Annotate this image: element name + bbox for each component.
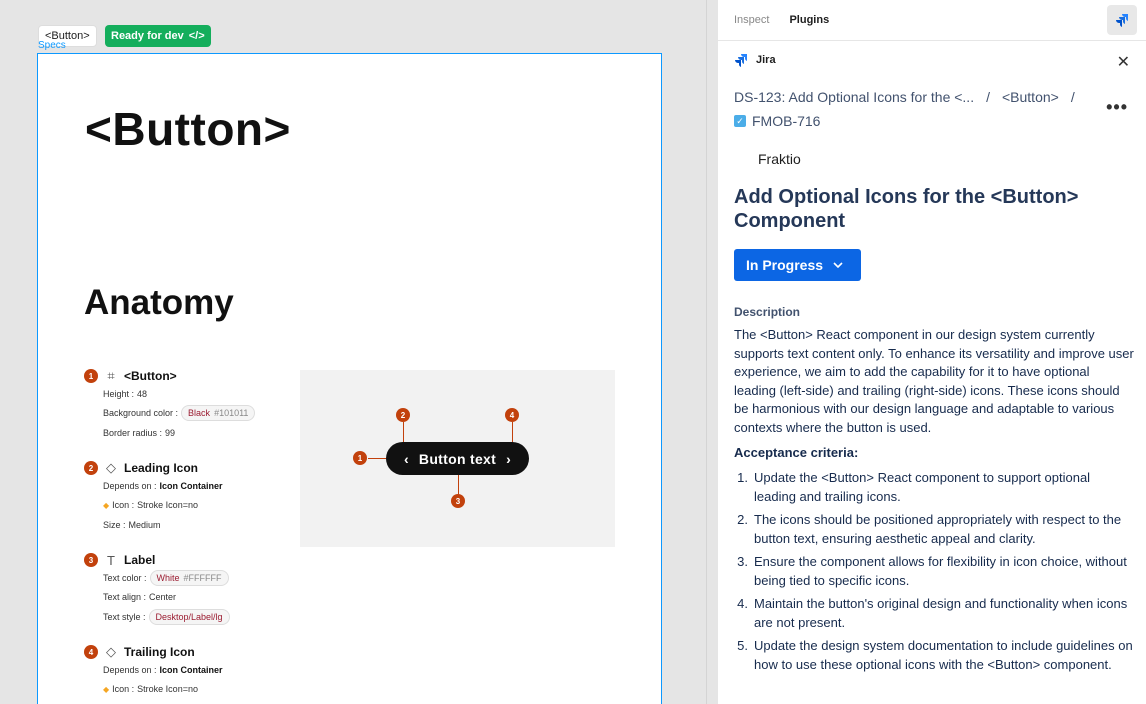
prop-size: Size : Medium <box>103 519 161 530</box>
plugins-panel <box>718 0 1146 704</box>
frame-name-tag[interactable]: <Button> <box>38 25 97 47</box>
prop-icon: ◆ Icon : Stroke Icon=no <box>103 500 198 511</box>
prop-height: Height : 48 <box>103 388 148 399</box>
assignee: Fraktio <box>758 151 801 167</box>
tab-plugins[interactable]: Plugins <box>789 14 830 26</box>
chevron-left-icon: ‹ <box>403 450 409 467</box>
preview-marker-4: 4 <box>505 408 519 422</box>
marker-1: 1 <box>84 369 98 383</box>
marker-2: 2 <box>84 461 98 475</box>
prop-text-align: Text align : Center <box>103 592 177 603</box>
marker-line <box>403 422 404 442</box>
breadcrumb-issue[interactable] <box>734 113 820 129</box>
list-item: 1. Update the <Button> React component to support optional leading and trailing icons. <box>737 470 1091 504</box>
jira-plugin-button[interactable] <box>1107 5 1137 35</box>
frame-icon: ⌗ <box>107 368 115 383</box>
acceptance-criteria-title: Acceptance criteria: <box>734 445 859 460</box>
list-item: 4. Maintain the button's original design and functionality when icons are not present. <box>737 596 1128 630</box>
marker-4: 4 <box>84 645 98 659</box>
breadcrumb <box>734 89 1075 105</box>
description-label: Description <box>734 305 801 319</box>
marker-line <box>512 422 513 442</box>
button-spec-frame[interactable] <box>37 53 662 704</box>
prop-background-color: Background color : Black #101011 <box>103 404 255 424</box>
panel-resize-handle[interactable] <box>706 0 718 704</box>
breadcrumb-component-link[interactable]: <Button> <box>1001 89 1059 105</box>
part-name: Label <box>124 553 156 567</box>
issue-key: FMOB-716 <box>752 113 821 129</box>
part-name: Leading Icon <box>124 461 199 475</box>
jira-logo-icon <box>1115 13 1129 27</box>
task-checkbox-icon: ✓ <box>734 115 746 127</box>
chevron-right-icon: › <box>506 450 512 467</box>
instance-icon: ◆ <box>103 684 110 694</box>
breadcrumb-separator: / <box>1070 89 1075 105</box>
prop-depends-on: Depends on : Icon Container <box>103 480 223 491</box>
color-token-pill[interactable]: Black #101011 <box>181 405 255 421</box>
prop-text-color: Text color : White #FFFFFF <box>103 568 230 588</box>
anatomy-heading: Anatomy <box>84 283 234 322</box>
instance-icon: ◆ <box>103 500 110 510</box>
text-icon: T <box>107 552 115 568</box>
plugin-header <box>734 53 776 67</box>
anatomy-part-button <box>84 368 255 443</box>
anatomy-part-label <box>84 552 230 627</box>
marker-line <box>458 475 459 496</box>
color-token-pill[interactable]: White #FFFFFF <box>150 570 229 586</box>
list-item: 2. The icons should be positioned appropriately with respect to the button text, ensuring aesthetic appeal and clarity. <box>737 512 1122 546</box>
page-title: <Button> <box>85 103 291 155</box>
marker-line <box>368 458 386 459</box>
prop-depends-on: Depends on : Icon Container <box>103 664 223 675</box>
specs-label: Specs <box>38 40 66 51</box>
demo-button <box>386 442 529 475</box>
breadcrumb-separator: / <box>986 89 990 105</box>
more-options-icon[interactable]: ••• <box>1106 97 1128 117</box>
demo-button-label: Button text <box>418 450 497 467</box>
list-item: 3. Ensure the component allows for flexibility in icon choice, without being tied to specific icons. <box>737 554 1127 588</box>
prop-border-radius: Border radius : 99 <box>103 427 176 438</box>
panel-tabs <box>718 0 1146 41</box>
part-name: Trailing Icon <box>124 645 195 659</box>
preview-marker-3: 3 <box>451 494 465 508</box>
jira-logo-icon <box>734 53 748 67</box>
acceptance-criteria-list <box>734 468 1134 678</box>
ready-for-dev-badge[interactable] <box>105 25 211 47</box>
code-icon: </> <box>188 30 205 42</box>
component-icon: ◇ <box>106 460 116 475</box>
component-icon: ◇ <box>106 644 116 659</box>
text-style-pill[interactable]: Desktop/Label/lg <box>149 609 230 625</box>
preview-marker-1: 1 <box>353 451 367 465</box>
status-dropdown[interactable] <box>734 249 861 281</box>
part-name: <Button> <box>124 369 177 383</box>
chevron-down-icon <box>833 262 843 268</box>
plugin-name: Jira <box>756 54 776 66</box>
preview-marker-2: 2 <box>396 408 410 422</box>
issue-title: Add Optional Icons for the <Button> Component <box>734 186 1079 232</box>
tab-inspect[interactable]: Inspect <box>734 14 770 26</box>
anatomy-part-trailing-icon <box>84 644 223 699</box>
list-item: 5. Update the design system documentation to include guidelines on how to use these optional icons with the <Button> component. <box>737 638 1133 672</box>
breadcrumb-epic-link[interactable]: DS-123: Add Optional Icons for the <... <box>734 89 975 105</box>
status-label: In Progress <box>746 257 824 273</box>
close-icon[interactable]: ✕ <box>1116 54 1130 71</box>
anatomy-part-leading-icon <box>84 460 223 535</box>
marker-3: 3 <box>84 553 98 567</box>
ready-for-dev-label: Ready for dev <box>111 30 184 42</box>
description-text: The <Button> React component in our design system currently supports text content only. To enhance its versatility and improve user experience, we aim to add the capability for it to have optional leading (left-side) and trailing (right-side) icons. These icons should be harmonious with our design language and adaptable to various contexts where the button is used. <box>734 327 1134 435</box>
anatomy-preview <box>300 370 615 547</box>
prop-icon: ◆ Icon : Stroke Icon=no <box>103 684 198 695</box>
prop-text-style: Text style : Desktop/Label/lg <box>103 607 230 627</box>
